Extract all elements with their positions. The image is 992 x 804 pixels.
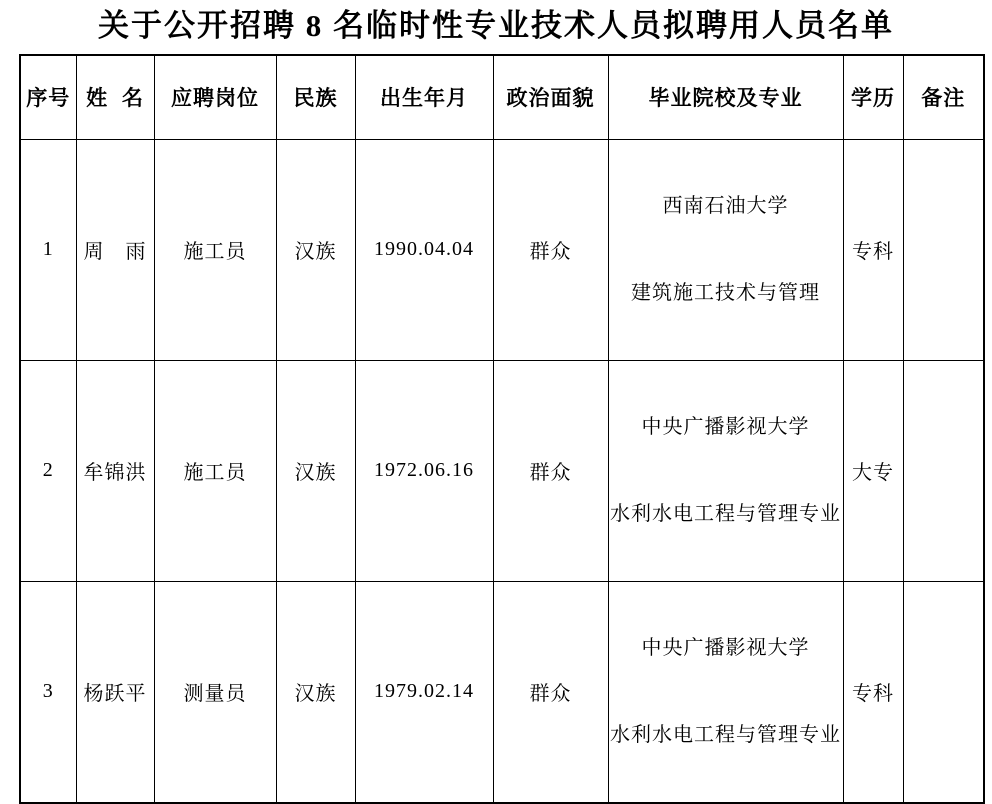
header-ethnicity: 民族 <box>276 55 355 139</box>
cell-education: 专科 <box>843 581 903 803</box>
header-position: 应聘岗位 <box>154 55 276 139</box>
school-line: 中央广播影视大学 <box>641 415 810 438</box>
table-row <box>20 360 984 581</box>
cell-political-status: 群众 <box>493 139 608 360</box>
cell-political-status: 群众 <box>493 581 608 803</box>
cell-ethnicity: 汉族 <box>276 139 355 360</box>
major-line: 水利水电工程与管理专业 <box>610 723 841 746</box>
cell-serial-number: 3 <box>20 581 76 803</box>
table-header-row <box>20 55 984 139</box>
cell-position: 施工员 <box>154 139 276 360</box>
major-line: 建筑施工技术与管理 <box>631 281 820 304</box>
cell-remark <box>903 360 984 581</box>
cell-school-major <box>608 360 843 581</box>
table-row <box>20 139 984 360</box>
major-line: 水利水电工程与管理专业 <box>610 502 841 525</box>
cell-name: 周 雨 <box>76 139 154 360</box>
header-remark: 备注 <box>903 55 984 139</box>
cell-education: 专科 <box>843 139 903 360</box>
cell-serial-number: 1 <box>20 139 76 360</box>
cell-name: 牟锦洪 <box>76 360 154 581</box>
cell-remark <box>903 139 984 360</box>
cell-serial-number: 2 <box>20 360 76 581</box>
page-title: 关于公开招聘 8 名临时性专业技术人员拟聘用人员名单 <box>98 8 894 43</box>
cell-ethnicity: 汉族 <box>276 360 355 581</box>
table-row <box>20 581 984 803</box>
cell-political-status: 群众 <box>493 360 608 581</box>
cell-education: 大专 <box>843 360 903 581</box>
header-education: 学历 <box>843 55 903 139</box>
school-line: 中央广播影视大学 <box>641 636 810 659</box>
cell-birth-date: 1979.02.14 <box>355 581 493 803</box>
cell-birth-date: 1972.06.16 <box>355 360 493 581</box>
header-birth-date: 出生年月 <box>355 55 493 139</box>
header-name: 姓 名 <box>76 55 154 139</box>
recruitment-roster-table <box>19 54 985 804</box>
cell-school-major <box>608 581 843 803</box>
cell-school-major <box>608 139 843 360</box>
school-line: 西南石油大学 <box>662 194 789 217</box>
cell-name: 杨跃平 <box>76 581 154 803</box>
header-school-major: 毕业院校及专业 <box>608 55 843 139</box>
cell-position: 测量员 <box>154 581 276 803</box>
header-serial-number: 序号 <box>20 55 76 139</box>
cell-birth-date: 1990.04.04 <box>355 139 493 360</box>
cell-ethnicity: 汉族 <box>276 581 355 803</box>
cell-remark <box>903 581 984 803</box>
cell-position: 施工员 <box>154 360 276 581</box>
header-political-status: 政治面貌 <box>493 55 608 139</box>
